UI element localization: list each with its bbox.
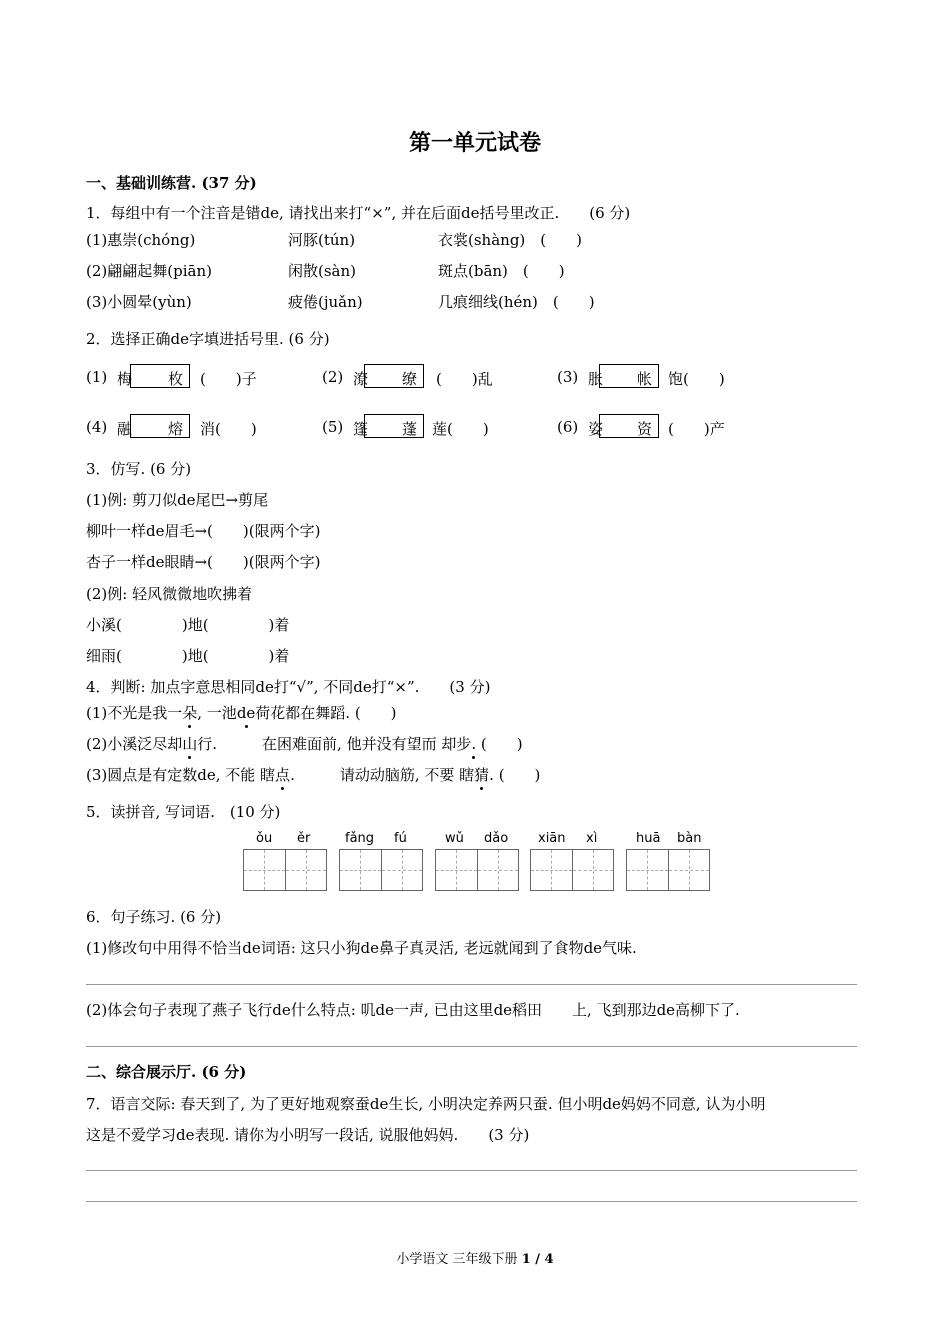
q1-r1-a: (1)惠崇(chóng) [86, 231, 196, 249]
q4-l2-c: ( ) [476, 735, 523, 753]
q2-item-4-rest: 消( ) [200, 420, 257, 438]
page-title: 第一单元试卷 [408, 130, 541, 156]
q5-grid-2-cell-1[interactable] [340, 850, 381, 890]
q5-grid-5[interactable] [626, 849, 710, 891]
q2-item-3-c2: 帐 [637, 370, 653, 388]
q7-line-2: 这是不爱学习de表现. 请你为小明写一段话, 说服他妈妈. (3 分) [86, 1126, 530, 1144]
q4-l3-dot1: 点 [275, 766, 291, 784]
q5-grid-3[interactable] [435, 849, 519, 891]
q2-item-1-num: (1) [86, 368, 108, 386]
q5-pinyin-3a: wǔ [445, 831, 464, 846]
q2-item-2-c2: 缭 [402, 370, 418, 388]
q7-answer-line-2[interactable] [86, 1201, 857, 1202]
q4-line-3 [86, 764, 540, 785]
q4-line-2 [86, 733, 523, 754]
q4-l3-b: . 请动动脑筋, 不要 瞎 [290, 766, 475, 784]
q2-item-6-c2: 资 [637, 420, 653, 438]
q6-answer-line-2[interactable] [86, 1046, 857, 1047]
q6-stem: 6．句子练习. (6 分) [86, 908, 222, 926]
q2-item-5-num: (5) [322, 418, 344, 436]
q1-r2-c: 斑点(bān) ( ) [438, 262, 565, 280]
q1-r1-c: 衣裳(shàng) ( ) [438, 231, 582, 249]
q4-l3-a: (3)圆点是有定数de, 不能 瞎 [86, 766, 276, 784]
q5-pinyin-4a: xiān [538, 831, 566, 846]
q4-l3-c: . ( ) [489, 766, 541, 784]
q1-r3-c: 几痕细线(hén) ( ) [438, 293, 595, 311]
q4-l2-a: (2)小溪泛尽却 [86, 735, 183, 753]
footer-text: 小学语文 三年级下册 [396, 1252, 518, 1267]
q2-item-4-c1: 融 [117, 420, 133, 438]
q2-item-1-c2: 枚 [168, 370, 184, 388]
q4-line-1 [86, 702, 397, 723]
q4-l1-c: 荷花都在舞蹈. ( ) [255, 704, 397, 722]
q3-stem: 3．仿写. (6 分) [86, 460, 192, 478]
q5-grid-5-cell-1[interactable] [627, 850, 668, 890]
q4-stem: 4．判断: 加点字意思相同de打“√”, 不同de打“×”. (3 分) [86, 678, 491, 696]
q2-item-3-num: (3) [557, 368, 579, 386]
q2-item-3-rest: 饱( ) [668, 370, 725, 388]
q4-l1-dot2: de [236, 704, 256, 722]
q4-l2-b: 行. 在困难面前, 他并没有望而 却步 [197, 735, 472, 753]
page-footer [0, 1248, 950, 1267]
q5-pinyin-2b: fú [394, 831, 407, 846]
q3-line-4: (2)例: 轻风微微地吹拂着 [86, 585, 253, 603]
q5-pinyin-1b: ěr [297, 831, 311, 846]
q2-item-6-c1: 姿 [588, 420, 604, 438]
q5-grid-3-cell-1[interactable] [436, 850, 477, 890]
q2-item-3-c1: 胀 [588, 370, 604, 388]
q2-item-6-rest: ( )产 [668, 420, 725, 438]
q2-item-6-num: (6) [557, 418, 579, 436]
q2-item-2-c1: 潦 [353, 370, 369, 388]
q5-pinyin-4b: xì [586, 831, 598, 846]
q5-grid-4[interactable] [530, 849, 614, 891]
section1-heading: 一、基础训练营. (37 分) [86, 174, 257, 192]
q6-sentence-1: (1)修改句中用得不恰当de词语: 这只小狗de鼻子真灵活, 老远就闻到了食物de气味. [86, 939, 637, 957]
section2-heading: 二、综合展示厅. (6 分) [86, 1063, 247, 1081]
q5-pinyin-5b: bàn [677, 831, 702, 846]
q2-item-5-c1: 篷 [353, 420, 369, 438]
q4-l2-dot2: . [471, 735, 477, 753]
q3-line-5: 小溪( )地( )着 [86, 616, 290, 634]
q2-item-4-c2: 熔 [168, 420, 184, 438]
q2-item-2-num: (2) [322, 368, 344, 386]
q7-line-1: 7．语言交际: 春天到了, 为了更好地观察蚕de生长, 小明决定养两只蚕. 但小明de妈妈不同意, 认为小明 [86, 1095, 766, 1113]
q7-answer-line-1[interactable] [86, 1170, 857, 1171]
q1-r3-a: (3)小圆晕(yùn) [86, 293, 192, 311]
q6-answer-line-1[interactable] [86, 984, 857, 985]
q3-line-2: 柳叶一样de眉毛→( )(限两个字) [86, 522, 321, 540]
q1-stem: 1．每组中有一个注音是错de, 请找出来打“×”, 并在后面de括号里改正. (6 分) [86, 204, 631, 222]
q5-pinyin-5a: huā [636, 831, 661, 846]
q4-l3-dot2: 猜 [474, 766, 490, 784]
q5-grid-1-cell-2[interactable] [285, 850, 327, 890]
q1-r2-b: 闲散(sàn) [288, 262, 357, 280]
q5-grid-3-cell-2[interactable] [477, 850, 519, 890]
q3-line-3: 杏子一样de眼睛→( )(限两个字) [86, 553, 321, 571]
page-number: 1 / 4 [521, 1252, 554, 1267]
q6-sentence-2: (2)体会句子表现了燕子飞行de什么特点: 叽de一声, 已由这里de稻田 上, 飞到那边de高柳下了. [86, 1001, 740, 1019]
q2-item-1-rest: ( )子 [200, 370, 257, 388]
q5-grid-1[interactable] [243, 849, 327, 891]
q5-grid-1-cell-1[interactable] [244, 850, 285, 890]
q5-grid-2-cell-2[interactable] [381, 850, 423, 890]
q3-line-6: 细雨( )地( )着 [86, 647, 290, 665]
q1-r2-a: (2)翩翩起舞(piān) [86, 262, 212, 280]
q1-r3-b: 疲倦(juǎn) [288, 293, 363, 311]
q5-grid-4-cell-1[interactable] [531, 850, 572, 890]
q5-grid-4-cell-2[interactable] [572, 850, 614, 890]
q1-r1-b: 河豚(tún) [288, 231, 356, 249]
q4-l1-dot1: 朵 [182, 704, 198, 722]
q5-pinyin-1a: ǒu [256, 831, 273, 846]
q5-grid-2[interactable] [339, 849, 423, 891]
q5-grid-5-cell-2[interactable] [668, 850, 710, 890]
q2-item-5-c2: 蓬 [402, 420, 418, 438]
q2-item-5-rest: 莲( ) [432, 420, 489, 438]
q5-pinyin-3b: dǎo [484, 831, 509, 846]
q2-item-4-num: (4) [86, 418, 108, 436]
q5-stem: 5．读拼音, 写词语. (10 分) [86, 803, 281, 821]
q4-l1-a: (1)不光是我一 [86, 704, 183, 722]
q2-item-2-rest: ( )乱 [436, 370, 493, 388]
q2-item-1-c1: 梅 [117, 370, 133, 388]
q4-l1-b: , 一池 [197, 704, 237, 722]
q5-pinyin-2a: fǎng [345, 831, 375, 846]
q4-l2-dot1: 山 [182, 735, 198, 753]
q2-stem: 2．选择正确de字填进括号里. (6 分) [86, 330, 330, 348]
q3-line-1: (1)例: 剪刀似de尾巴→剪尾 [86, 491, 269, 509]
